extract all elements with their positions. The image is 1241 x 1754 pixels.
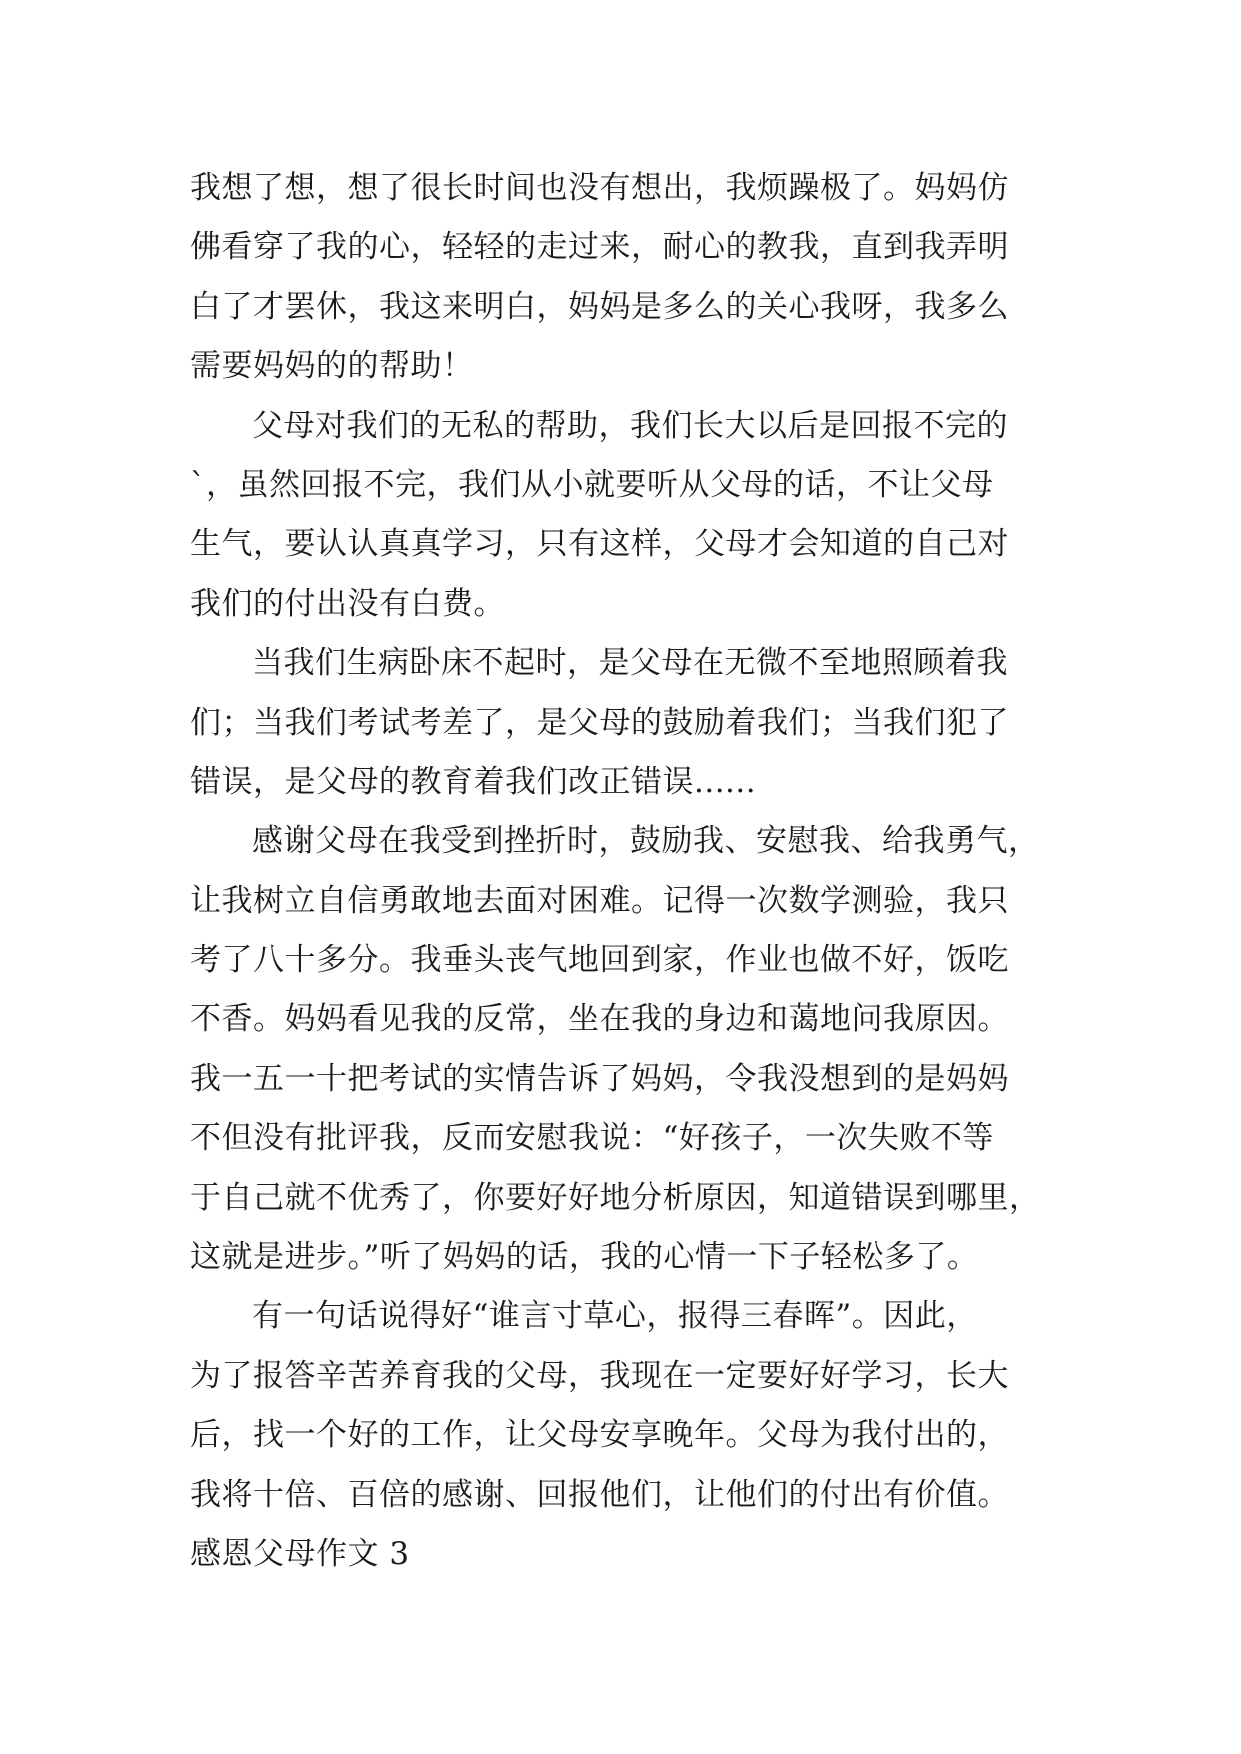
paragraph-line: 白了才罢休，我这来明白，妈妈是多么的关心我呀，我多么 [190,288,1009,325]
paragraph-line: 这就是进步。”听了妈妈的话，我的心情一下子轻松多了。 [190,1239,979,1276]
paragraph-first-line: 有一句话说得好“谁言寸草心，报得三春晖”。因此， [252,1298,978,1335]
paragraph-line: 生气，要认认真真学习，只有这样，父母才会知道的自己对 [190,526,1009,563]
paragraph-line: 错误，是父母的教育着我们改正错误...... [190,763,757,800]
paragraph-line: 后，找一个好的工作，让父母安享晚年。父母为我付出的， [190,1417,1009,1454]
paragraph-line: 为了报答辛苦养育我的父母，我现在一定要好好学习，长大 [190,1357,1009,1394]
essay-body [190,159,1070,1584]
paragraph-line: 不香。妈妈看见我的反常，坐在我的身边和蔼地问我原因。 [190,1001,1009,1038]
paragraph-line: 于自己就不优秀了，你要好好地分析原因，知道错误到哪里， [190,1179,1041,1216]
paragraph-first-line: 感谢父母在我受到挫折时，鼓励我、安慰我、给我勇气， [252,823,1040,860]
paragraph-line: 不但没有批评我，反而安慰我说：“好孩子，一次失败不等 [190,1120,994,1157]
paragraph-line: 我们的付出没有白费。 [190,585,505,622]
paragraph-line: 我将十倍、百倍的感谢、回报他们，让他们的付出有价值。 [190,1476,1009,1513]
paragraph-line: 需要妈妈的的帮助！ [190,348,474,385]
paragraph-line: 考了八十多分。我垂头丧气地回到家，作业也做不好，饭吃 [190,942,1009,979]
paragraph-line: 让我树立自信勇敢地去面对困难。记得一次数学测验，我只 [190,882,1009,919]
paragraph-first-line: 当我们生病卧床不起时，是父母在无微不至地照顾着我 [252,645,1008,682]
section-heading: 感恩父母作文 3 [190,1535,410,1572]
paragraph-line: `，虽然回报不完，我们从小就要听从父母的话，不让父母 [190,466,994,503]
paragraph-line: 们；当我们考试考差了，是父母的鼓励着我们；当我们犯了 [190,704,1009,741]
paragraph-line: 我想了想，想了很长时间也没有想出，我烦躁极了。妈妈仿 [190,170,1009,206]
paragraph-line: 我一五一十把考试的实情告诉了妈妈，令我没想到的是妈妈 [190,1060,1009,1097]
paragraph-line: 佛看穿了我的心，轻轻的走过来，耐心的教我，直到我弄明 [190,229,1009,266]
paragraph-first-line: 父母对我们的无私的帮助，我们长大以后是回报不完的 [252,407,1008,444]
